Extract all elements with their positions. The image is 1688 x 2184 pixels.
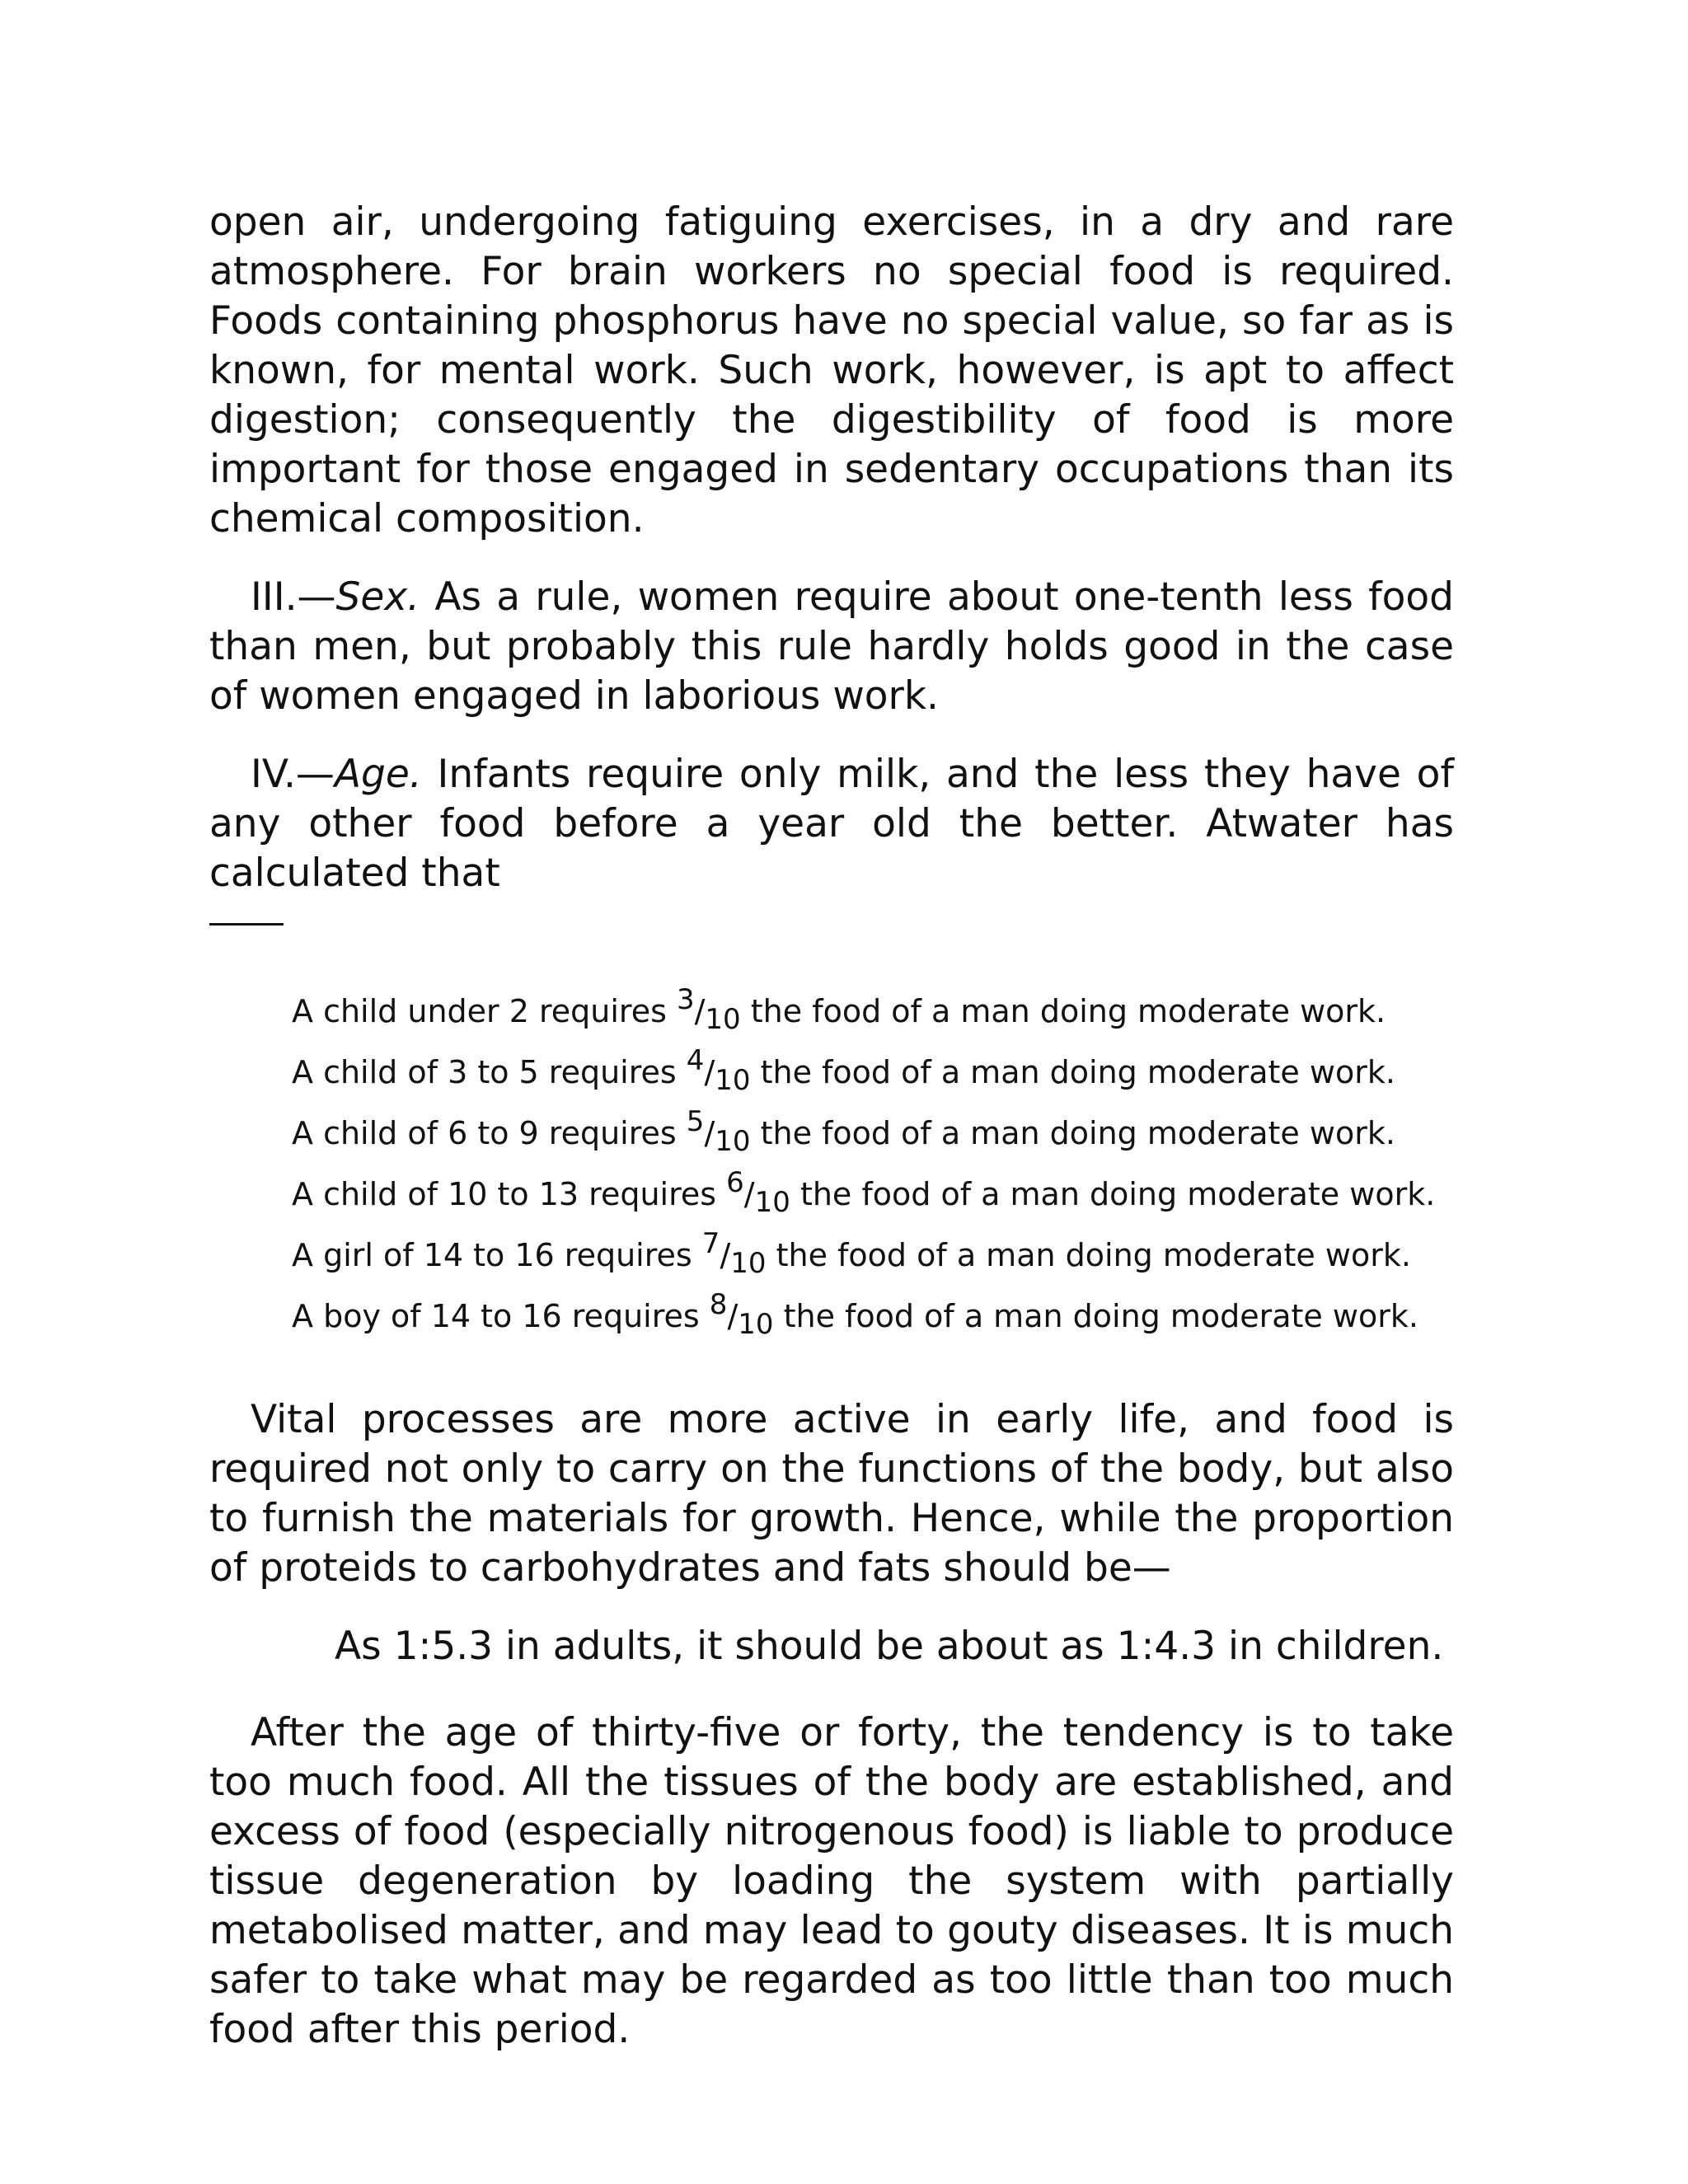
dash-rule [209, 923, 284, 926]
fraction-numerator: 4 [686, 1044, 705, 1077]
list-item-text: the food of a man doing moderate work. [740, 993, 1386, 1029]
page-content [209, 198, 1454, 2055]
list-item-subject: A child of 6 to 9 requires [292, 1115, 687, 1151]
section-heading-sex: Sex. [335, 574, 420, 620]
section-heading-age: Age. [334, 752, 422, 797]
fraction-denominator: 10 [738, 1308, 774, 1341]
section-numeral-age: IV.— [251, 752, 335, 797]
list-item-text: the food of a man doing moderate work. [766, 1237, 1411, 1273]
paragraph-sex [209, 573, 1454, 721]
paragraph-age-text: Infants require only milk, and the less they have of any other food before a year old the better. Atwater has calculated that [209, 752, 1454, 896]
fraction-denominator: 10 [705, 1003, 741, 1036]
list-item-text: the food of a man doing moderate work. [790, 1176, 1436, 1212]
fraction-numerator: 5 [686, 1105, 705, 1138]
paragraph-after-thirty-five: After the age of thirty-five or forty, the tendency is to take too much food. All the tissues of the body are established, and excess of food (especially nitrogenous food) is liable to produce tissue degeneration by loading the system with partially metabolised matter, and may lead to gouty diseases. It is much safer to take what may be regarded as too little than too much food after this period. [209, 1710, 1454, 2052]
list-item-text: the food of a man doing moderate work. [773, 1298, 1418, 1334]
list-item-text: the food of a man doing moderate work. [750, 1115, 1395, 1151]
fraction-denominator: 10 [715, 1125, 751, 1158]
section-numeral-sex: III.— [251, 574, 336, 620]
list-item: A child of 3 to 5 requires 4/10 the food of a man doing moderate work. [292, 1044, 1395, 1097]
fraction-denominator: 10 [754, 1186, 790, 1219]
list-item: A child of 6 to 9 requires 5/10 the food of a man doing moderate work. [292, 1105, 1395, 1158]
list-item: A girl of 14 to 16 requires 7/10 the food of a man doing moderate work. [292, 1227, 1411, 1280]
list-item: A child under 2 requires 3/10 the food of a man doing moderate work. [292, 983, 1386, 1036]
list-item-subject: A child of 10 to 13 requires [292, 1176, 727, 1212]
list-item: A child of 10 to 13 requires 6/10 the food of a man doing moderate work. [292, 1166, 1436, 1219]
fraction-numerator: 3 [676, 983, 695, 1016]
list-item-subject: A girl of 14 to 16 requires [292, 1237, 702, 1273]
paragraph-sex-text: As a rule, women require about one-tenth less food than men, but probably this rule hardly holds good in the case of women engaged in laborious work. [209, 574, 1454, 719]
list-item-subject: A boy of 14 to 16 requires [292, 1298, 710, 1334]
list-item: A boy of 14 to 16 requires 8/10 the food of a man doing moderate work. [292, 1288, 1418, 1341]
paragraph-age [209, 750, 1454, 898]
paragraph-exercise: open air, undergoing fatiguing exercises, in a dry and rare atmosphere. For brain workers no special food is required. Foods containing phosphorus have no special value, so far as is known, for mental work. Such work, however, is apt to affect digestion; consequently the digestibility of food is more important for those engaged in sedentary occupations than its chemical composition. [209, 199, 1454, 541]
list-item-text: the food of a man doing moderate work. [750, 1054, 1395, 1090]
fraction-numerator: 8 [709, 1288, 728, 1321]
list-item-subject: A child under 2 requires [292, 993, 677, 1029]
requirements-list [292, 982, 1454, 1347]
fraction-denominator: 10 [730, 1247, 767, 1280]
list-item-subject: A child of 3 to 5 requires [292, 1054, 687, 1090]
fraction-numerator: 7 [701, 1227, 720, 1260]
fraction-numerator: 6 [726, 1166, 744, 1199]
paragraph-vital-processes: Vital processes are more active in early life, and food is required not only to carry on the functions of the body, but also to furnish the materials for growth. Hence, while the proportion of proteids to carbohydrates and fats should be— [209, 1397, 1454, 1591]
ratio-statement: As 1:5.3 in adults, it should be about as 1:4.3 in children. [335, 1624, 1444, 1669]
fraction-denominator: 10 [715, 1064, 751, 1097]
